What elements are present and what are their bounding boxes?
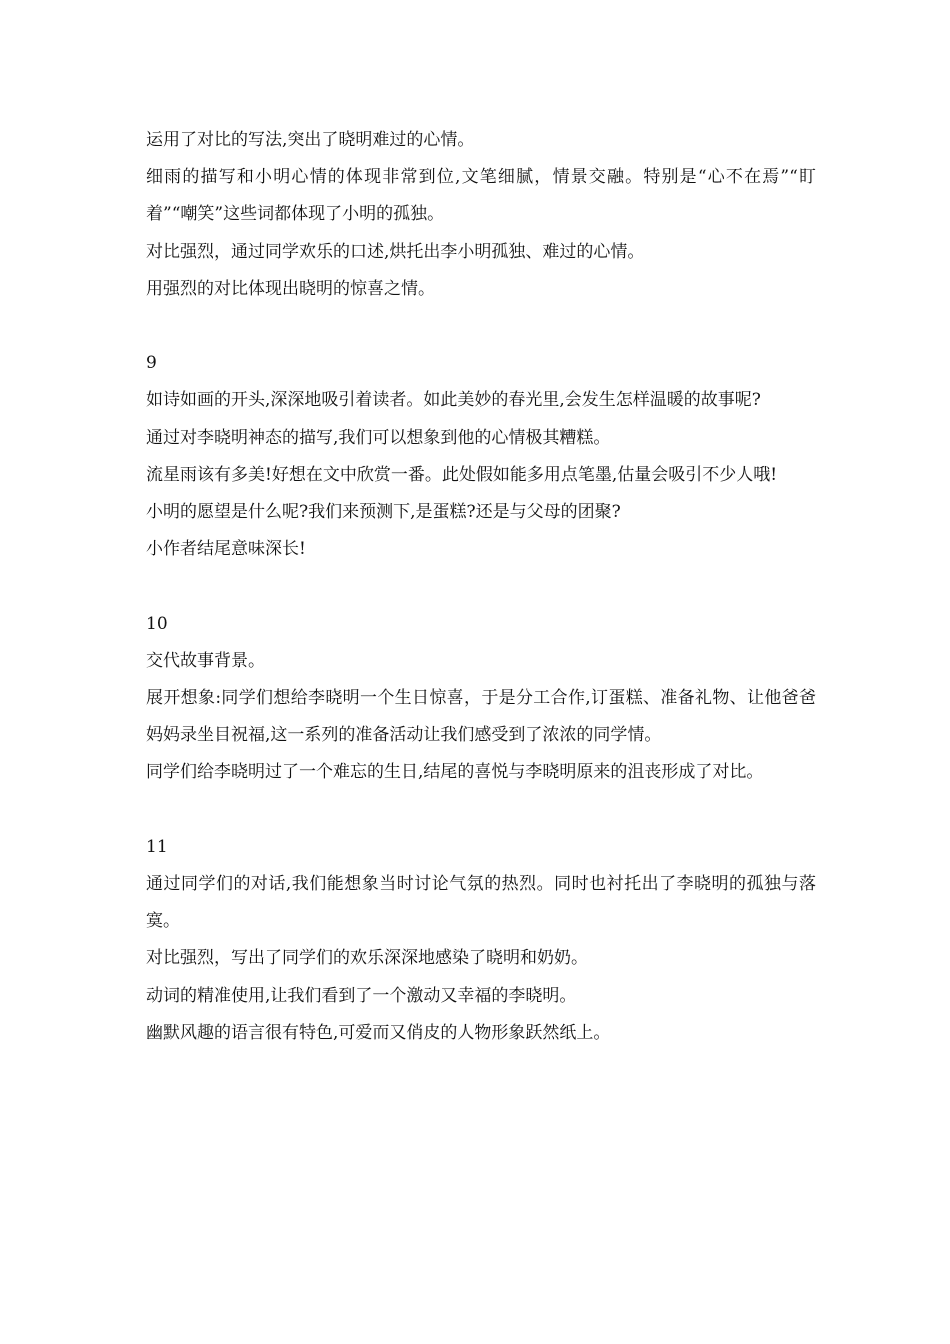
comment-line: 用强烈的对比体现出晓明的惊喜之情。 — [146, 278, 435, 299]
comment-line: 同学们给李晓明过了一个难忘的生日,结尾的喜悦与李晓明原来的沮丧形成了对比。 — [146, 762, 764, 783]
comment-line: 细雨的描写和小明心情的体现非常到位,文笔细腻，情景交融。特别是“心不在焉”“盯着”“嘲笑”这些词都体现了小明的孤独。 — [146, 167, 816, 225]
comment-block-10 — [146, 606, 816, 792]
comment-line: 小明的愿望是什么呢?我们来预测下,是蛋糕?还是与父母的团聚? — [146, 502, 621, 523]
comment-line: 交代故事背景。 — [146, 650, 265, 671]
comment-line: 动词的精准使用,让我们看到了一个激动又幸福的李晓明。 — [146, 985, 577, 1006]
comment-line: 如诗如画的开头,深深地吸引着读者。如此美妙的春光里,会发生怎样温暖的故事呢? — [146, 390, 761, 411]
comment-line: 展开想象:同学们想给李晓明一个生日惊喜，于是分工合作,订蛋糕、准备礼物、让他爸爸妈妈录坐目祝福,这一系列的准备活动让我们感受到了浓浓的同学情。 — [146, 688, 816, 746]
section-spacer — [146, 568, 816, 605]
comment-line: 小作者结尾意味深长! — [146, 539, 306, 560]
comment-block-intro — [146, 122, 816, 308]
section-spacer — [146, 792, 816, 829]
comment-line: 流星雨该有多美!好想在文中欣赏一番。此处假如能多用点笔墨,估量会吸引不少人哦! — [146, 464, 778, 485]
document-body — [146, 122, 816, 1052]
section-number: 11 — [146, 836, 168, 857]
section-spacer — [146, 308, 816, 345]
comment-block-9 — [146, 345, 816, 568]
comment-line: 幽默风趣的语言很有特色,可爱而又俏皮的人物形象跃然纸上。 — [146, 1022, 611, 1043]
comment-block-11 — [146, 829, 816, 1052]
comment-line: 通过同学们的对话,我们能想象当时讨论气氛的热烈。同时也衬托出了李晓明的孤独与落寞。 — [146, 874, 816, 932]
section-number: 9 — [146, 353, 157, 374]
comment-line: 通过对李晓明神态的描写,我们可以想象到他的心情极其糟糕。 — [146, 427, 611, 448]
comment-line: 对比强烈，通过同学欢乐的口述,烘托出李小明孤独、难过的心情。 — [146, 241, 645, 262]
comment-line: 对比强烈，写出了同学们的欢乐深深地感染了晓明和奶奶。 — [146, 948, 588, 969]
section-number: 10 — [146, 613, 168, 634]
comment-line: 运用了对比的写法,突出了晓明难过的心情。 — [146, 130, 475, 150]
